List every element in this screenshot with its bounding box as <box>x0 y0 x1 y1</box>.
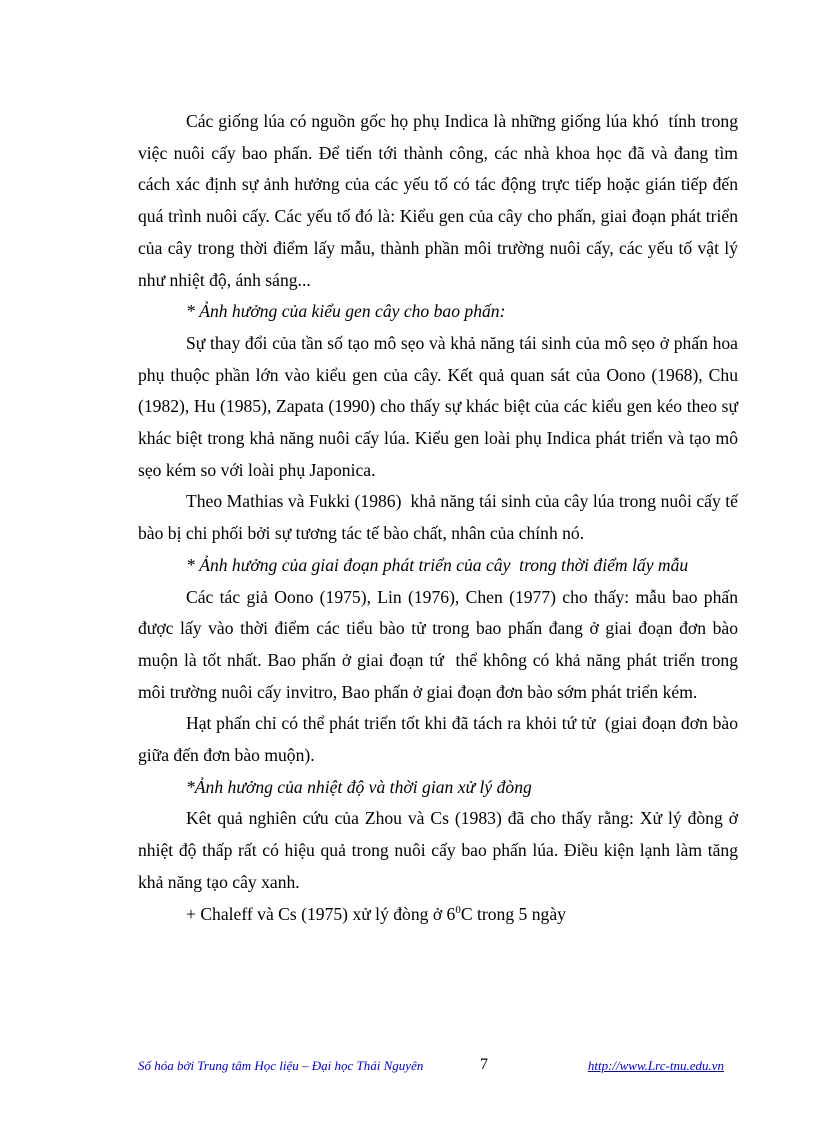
paragraph-chaleff <box>138 899 738 931</box>
page-number: 7 <box>480 1056 488 1073</box>
heading-growth-stage-effect: * Ảnh hưởng của giai đoạn phát triển của cây trong thời điểm lấy mẫu <box>186 554 689 575</box>
page-footer <box>138 1058 738 1078</box>
heading-temperature-effect: *Ảnh hưởng của nhiệt độ và thời gian xử lý đòng <box>186 776 532 797</box>
heading-genotype-effect: * Ảnh hưởng của kiểu gen cây cho bao phấn: <box>186 301 506 322</box>
paragraph-indica-intro: Các giống lúa có nguồn gốc họ phụ Indica là những giống lúa khó tính trong việc nuôi cấy bao phấn. Để tiến tới thành công, các nhà khoa học đã và đang tìm cách xác định sự ảnh hưởng của các yếu tố có tác động trực tiếp hoặc gián tiếp đến quá trình nuôi cấy. Các yếu tố đó là: Kiểu gen của cây cho phấn, giai đoạn phát triển của cây trong thời điểm lấy mẫu, thành phần môi trường nuôi cấy, các yếu tố vật lý như nhiệt độ, ánh sáng... <box>138 111 743 290</box>
paragraph-pollen-development: Hạt phấn chỉ có thể phát triển tốt khi đã tách ra khỏi tứ tử (giai đoạn đơn bào giữa đến đơn bào muộn). <box>138 713 743 766</box>
degree-superscript: 0 <box>455 903 461 916</box>
footer-source-text: Số hóa bởi Trung tâm Học liệu – Đại học Thái Nguyên <box>138 1058 424 1073</box>
chaleff-text-end: C trong 5 ngày <box>460 903 566 924</box>
document-body <box>138 106 743 930</box>
footer-website-link[interactable]: http://www.Lrc-tnu.edu.vn <box>587 1058 724 1073</box>
paragraph-sampling-stage: Các tác giả Oono (1975), Lin (1976), Chen (1977) cho thấy: mẫu bao phấn được lấy vào thời điểm các tiểu bào tử trong bao phấn đang ở giai đoạn đơn bào muộn là tốt nhất. Bao phấn ở giai đoạn tứ thể không có khả năng phát triển trong môi trường nuôi cấy invitro, Bao phấn ở giai đoạn đơn bào sớm phát triển kém. <box>138 586 743 702</box>
paragraph-cold-treatment: Kêt quả nghiên cứu của Zhou và Cs (1983) đã cho thấy rằng: Xử lý đòng ở nhiệt độ thấp rất có hiệu quả trong nuôi cấy bao phấn lúa. Điều kiện lạnh làm tăng khả năng tạo cây xanh. <box>138 808 743 892</box>
paragraph-mathias-fukki: Theo Mathias và Fukki (1986) khả năng tái sinh của cây lúa trong nuôi cấy tế bào bị chi phối bởi sự tương tác tế bào chất, nhân của chính nó. <box>138 491 743 544</box>
paragraph-genotype: Sự thay đổi của tần số tạo mô sẹo và khả năng tái sinh của mô sẹo ở phấn hoa phụ thuộc phần lớn vào kiểu gen của cây. Kết quả quan sát của Oono (1968), Chu (1982), Hu (1985), Zapata (1990) cho thấy sự khác biệt của các kiểu gen kéo theo sự khác biệt trong khả năng nuôi cấy lúa. Kiểu gen loài phụ Indica phát triển và tạo mô sẹo kém so với loài phụ Japonica. <box>138 332 743 480</box>
chaleff-text-start: + Chaleff và Cs (1975) xử lý đòng ở 6 <box>186 903 456 924</box>
